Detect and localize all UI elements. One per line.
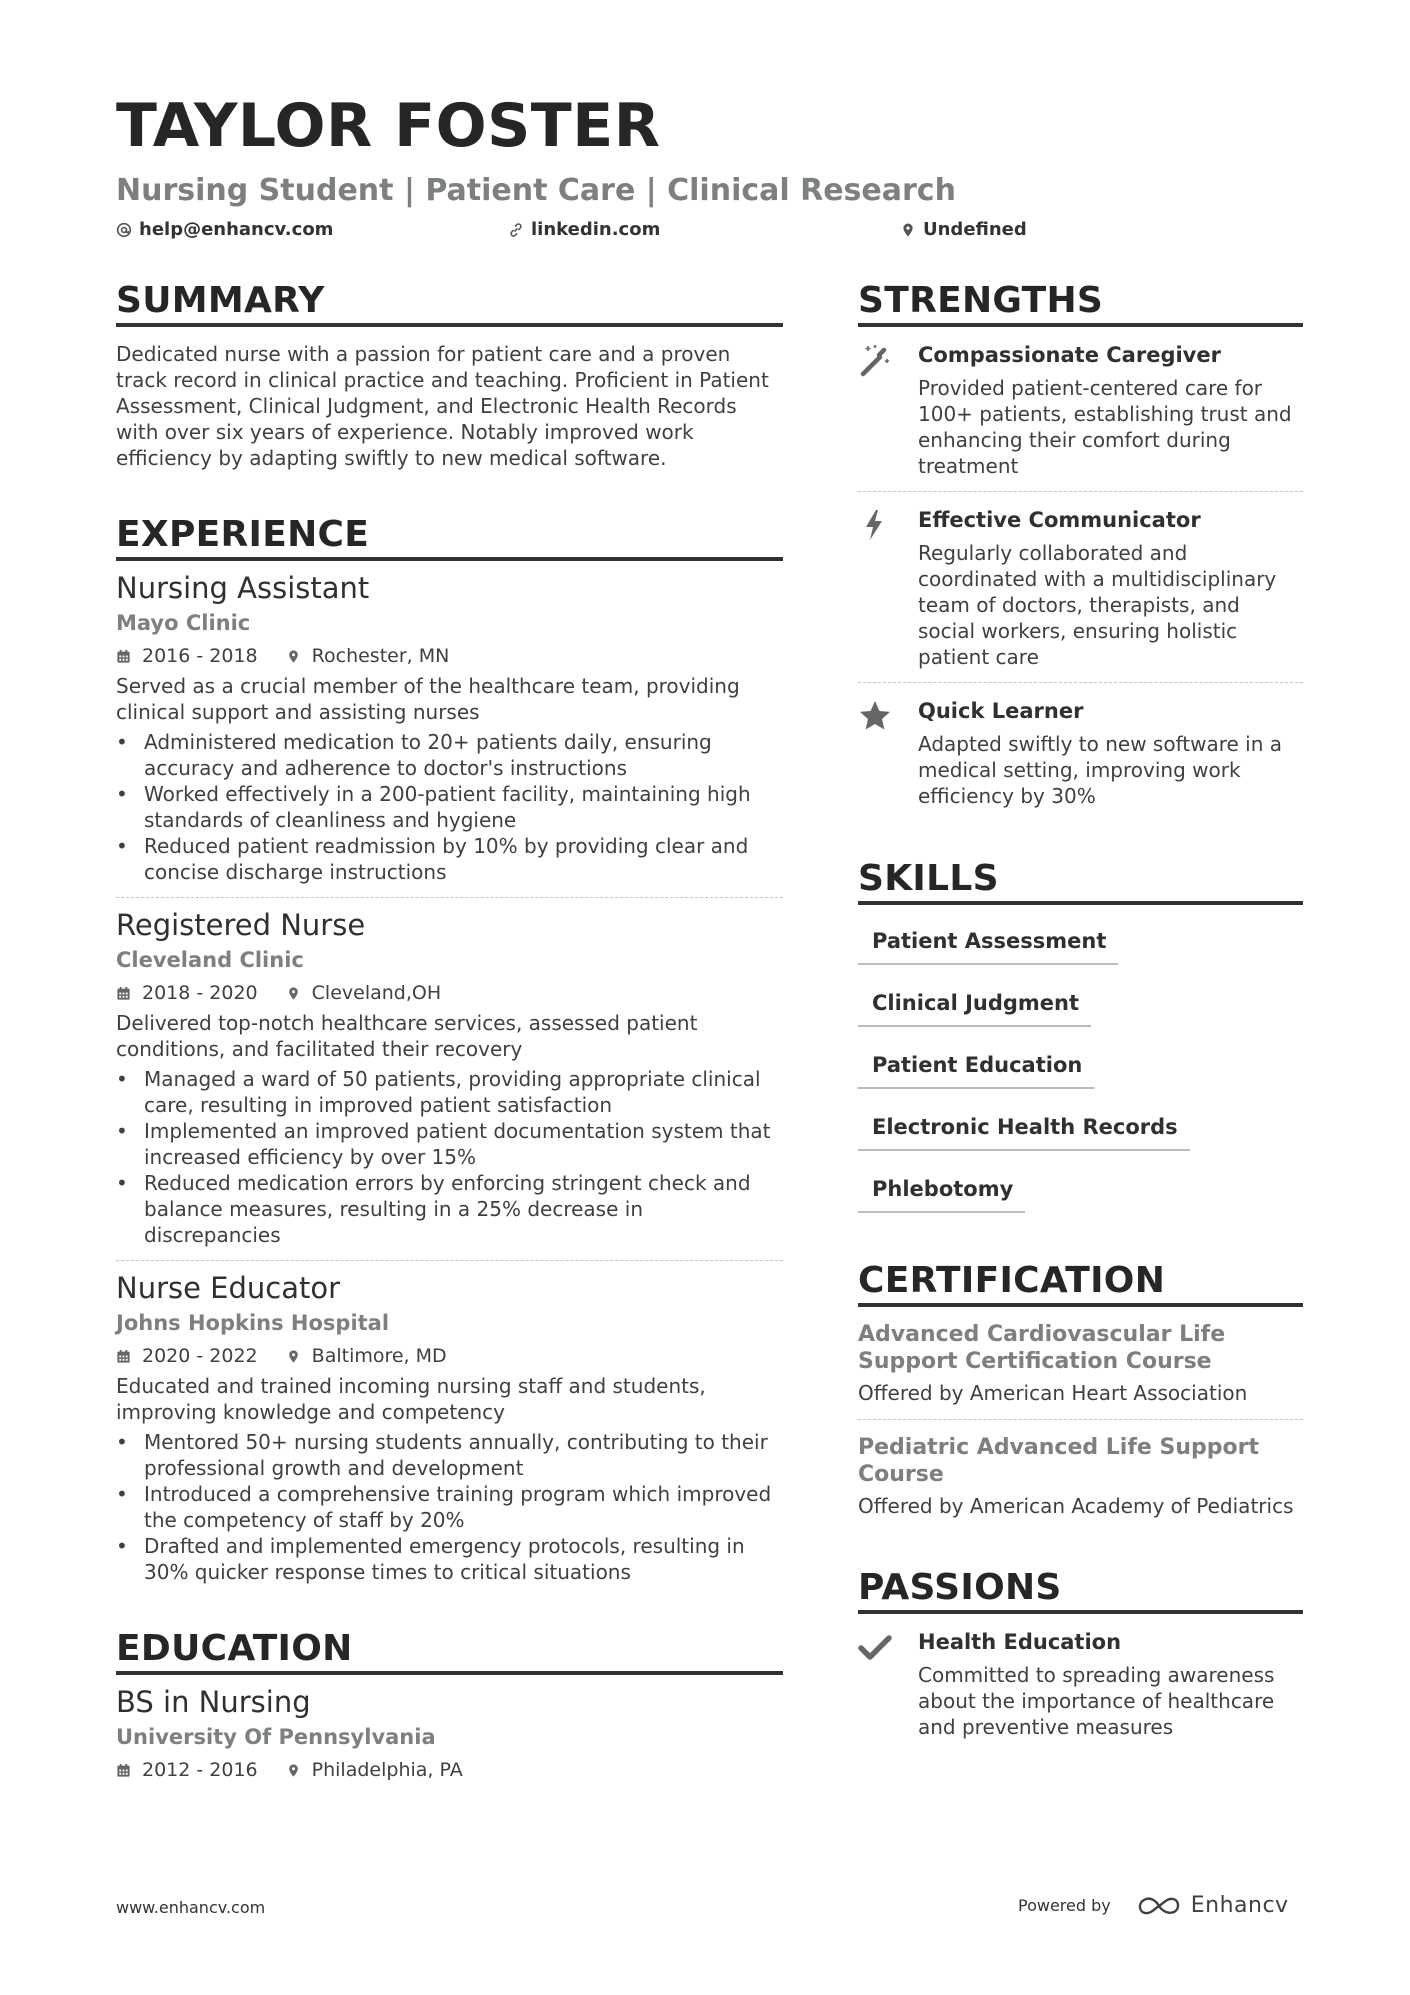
location-text: Undefined xyxy=(923,219,1027,240)
job-location: Rochester, MN xyxy=(311,645,450,667)
job-bullets xyxy=(116,1429,783,1585)
email-text: help@enhancv.com xyxy=(139,219,334,240)
skills-section xyxy=(858,858,1303,1213)
strength-body xyxy=(918,697,1303,809)
calendar-icon xyxy=(116,1349,131,1364)
skills-heading: SKILLS xyxy=(858,861,1303,905)
skill-tag: Electronic Health Records xyxy=(858,1107,1190,1151)
strength-body xyxy=(918,506,1303,670)
headline: Nursing Student | Patient Care | Clinical Research xyxy=(116,173,956,208)
job-dates: 2020 - 2022 xyxy=(142,1345,258,1367)
job-title: Nurse Educator xyxy=(116,1271,341,1305)
skill-tag: Phlebotomy xyxy=(858,1169,1025,1213)
star-icon xyxy=(858,699,892,733)
job-description: Educated and trained incoming nursing staff and students, improving knowledge and competency xyxy=(116,1374,706,1424)
brand-name: Enhancv xyxy=(1190,1893,1289,1918)
degree: BS in Nursing xyxy=(116,1685,311,1719)
certification-heading: CERTIFICATION xyxy=(858,1263,1303,1307)
summary-text: Dedicated nurse with a passion for patient care and a proven track record in clinical practice and teaching. Proficient in Patient Assessment, Clinical Judgment, and Electronic Health Records with over six years of experience. Notably improved work efficiency by adapting swiftly to new medical software. xyxy=(116,342,769,470)
experience-section xyxy=(116,514,783,1585)
contact-location xyxy=(900,219,1027,240)
education-location-wrap xyxy=(286,1757,463,1783)
calendar-icon xyxy=(116,986,131,1001)
left-column xyxy=(116,280,783,1783)
job-bullets xyxy=(116,729,783,885)
linkedin-text: linkedin.com xyxy=(531,219,661,240)
job-title: Registered Nurse xyxy=(116,908,366,942)
experience-heading: EXPERIENCE xyxy=(116,517,783,561)
summary-heading: SUMMARY xyxy=(116,283,783,327)
skill-tag: Patient Education xyxy=(858,1045,1094,1089)
passion-description: Committed to spreading awareness about the importance of healthcare and preventive measures xyxy=(918,1663,1275,1739)
contact-email[interactable] xyxy=(116,219,333,240)
job-dates: 2018 - 2020 xyxy=(142,982,258,1004)
skills-list xyxy=(858,921,1303,1213)
job-location-wrap xyxy=(286,980,441,1006)
experience-item xyxy=(116,561,783,885)
strength-item xyxy=(858,327,1303,491)
job-bullets xyxy=(116,1066,783,1248)
skill-tag: Patient Assessment xyxy=(858,921,1118,965)
job-description: Delivered top-notch healthcare services, assessed patient conditions, and facilitated their recovery xyxy=(116,1011,698,1061)
certification-issuer: Offered by American Academy of Pediatrics xyxy=(858,1494,1294,1518)
job-dates: 2016 - 2018 xyxy=(142,645,258,667)
at-icon xyxy=(116,222,132,238)
company-name: Mayo Clinic xyxy=(116,611,251,635)
summary-section xyxy=(116,280,783,471)
company-name: Cleveland Clinic xyxy=(116,948,304,972)
job-meta xyxy=(116,1343,783,1369)
experience-item xyxy=(116,1261,783,1585)
lightning-bolt-icon xyxy=(858,508,892,542)
education-location: Philadelphia, PA xyxy=(311,1759,463,1781)
calendar-icon xyxy=(116,1763,131,1778)
bullet-item: • Implemented an improved patient documentation system that increased efficiency by over 15% xyxy=(116,1118,783,1170)
strength-icon-wrap xyxy=(858,506,918,670)
certification-title: Advanced Cardiovascular Life Support Certification Course xyxy=(858,1322,1226,1374)
passions-section xyxy=(858,1567,1303,1752)
brand-logo[interactable] xyxy=(1135,1893,1289,1918)
certification-item xyxy=(858,1307,1303,1419)
contact-linkedin[interactable] xyxy=(508,219,660,240)
bullet-item: • Reduced patient readmission by 10% by providing clear and concise discharge instructions xyxy=(116,833,783,885)
education-heading: EDUCATION xyxy=(116,1631,783,1675)
strength-icon-wrap xyxy=(858,341,918,479)
certification-section xyxy=(858,1260,1303,1532)
strength-title: Effective Communicator xyxy=(918,508,1201,532)
location-pin-icon xyxy=(286,1349,301,1364)
location-pin-icon xyxy=(286,1763,301,1778)
certification-title: Pediatric Advanced Life Support Course xyxy=(858,1435,1259,1487)
education-section xyxy=(116,1628,783,1783)
job-location-wrap xyxy=(286,1343,447,1369)
certification-item xyxy=(858,1420,1303,1532)
strength-description: Regularly collaborated and coordinated with a multidisciplinary team of doctors, therapists, and social workers, ensuring holistic patient care xyxy=(918,541,1277,669)
location-pin-icon xyxy=(286,649,301,664)
passion-item xyxy=(858,1614,1303,1752)
job-meta xyxy=(116,980,783,1006)
right-column xyxy=(858,280,1303,1752)
candidate-name: TAYLOR FOSTER xyxy=(116,91,661,161)
strength-icon-wrap xyxy=(858,697,918,809)
job-description: Served as a crucial member of the healthcare team, providing clinical support and assisting nurses xyxy=(116,674,740,724)
passion-icon-wrap xyxy=(858,1628,918,1740)
certification-issuer: Offered by American Heart Association xyxy=(858,1381,1248,1405)
job-location-wrap xyxy=(286,643,450,669)
bullet-item: • Mentored 50+ nursing students annually, contributing to their professional growth and development xyxy=(116,1429,783,1481)
strengths-section xyxy=(858,280,1303,821)
strength-title: Quick Learner xyxy=(918,699,1084,723)
strength-item xyxy=(858,492,1303,682)
location-pin-icon xyxy=(286,986,301,1001)
strength-title: Compassionate Caregiver xyxy=(918,343,1221,367)
passions-heading: PASSIONS xyxy=(858,1570,1303,1614)
bullet-item: • Reduced medication errors by enforcing stringent check and balance measures, resulting in a 25% decrease in discrepancies xyxy=(116,1170,783,1248)
strength-body xyxy=(918,341,1303,479)
magic-wand-icon xyxy=(858,343,892,377)
job-location: Cleveland,OH xyxy=(311,982,442,1004)
enhancv-logo-icon xyxy=(1135,1894,1183,1918)
footer-website[interactable]: www.enhancv.com xyxy=(116,1898,266,1917)
strength-description: Adapted swiftly to new software in a medical setting, improving work efficiency by 30% xyxy=(918,732,1283,808)
education-meta xyxy=(116,1757,783,1783)
school-name: University Of Pennsylvania xyxy=(116,1725,436,1749)
job-meta xyxy=(116,643,783,669)
company-name: Johns Hopkins Hospital xyxy=(116,1311,390,1335)
experience-item xyxy=(116,898,783,1248)
bullet-item: • Worked effectively in a 200-patient facility, maintaining high standards of cleanliness and hygiene xyxy=(116,781,783,833)
passion-title: Health Education xyxy=(918,1630,1122,1654)
bullet-item: • Administered medication to 20+ patients daily, ensuring accuracy and adherence to doctor's instructions xyxy=(116,729,783,781)
strengths-heading: STRENGTHS xyxy=(858,283,1303,327)
education-dates: 2012 - 2016 xyxy=(142,1759,258,1781)
job-location: Baltimore, MD xyxy=(311,1345,447,1367)
bullet-item: • Drafted and implemented emergency protocols, resulting in 30% quicker response times to critical situations xyxy=(116,1533,783,1585)
education-item xyxy=(116,1675,783,1783)
strength-description: Provided patient-centered care for 100+ patients, establishing trust and enhancing their comfort during treatment xyxy=(918,376,1292,478)
bullet-item: • Managed a ward of 50 patients, providing appropriate clinical care, resulting in improved patient satisfaction xyxy=(116,1066,783,1118)
job-title: Nursing Assistant xyxy=(116,571,370,605)
skill-tag: Clinical Judgment xyxy=(858,983,1091,1027)
link-icon xyxy=(508,222,524,238)
bullet-item: • Introduced a comprehensive training program which improved the competency of staff by 20% xyxy=(116,1481,783,1533)
strength-item xyxy=(858,683,1303,821)
checkmark-icon xyxy=(858,1630,892,1664)
location-pin-icon xyxy=(900,222,916,238)
calendar-icon xyxy=(116,649,131,664)
powered-by-label: Powered by xyxy=(1018,1896,1111,1915)
footer-powered xyxy=(1018,1893,1289,1918)
passion-body xyxy=(918,1628,1303,1740)
